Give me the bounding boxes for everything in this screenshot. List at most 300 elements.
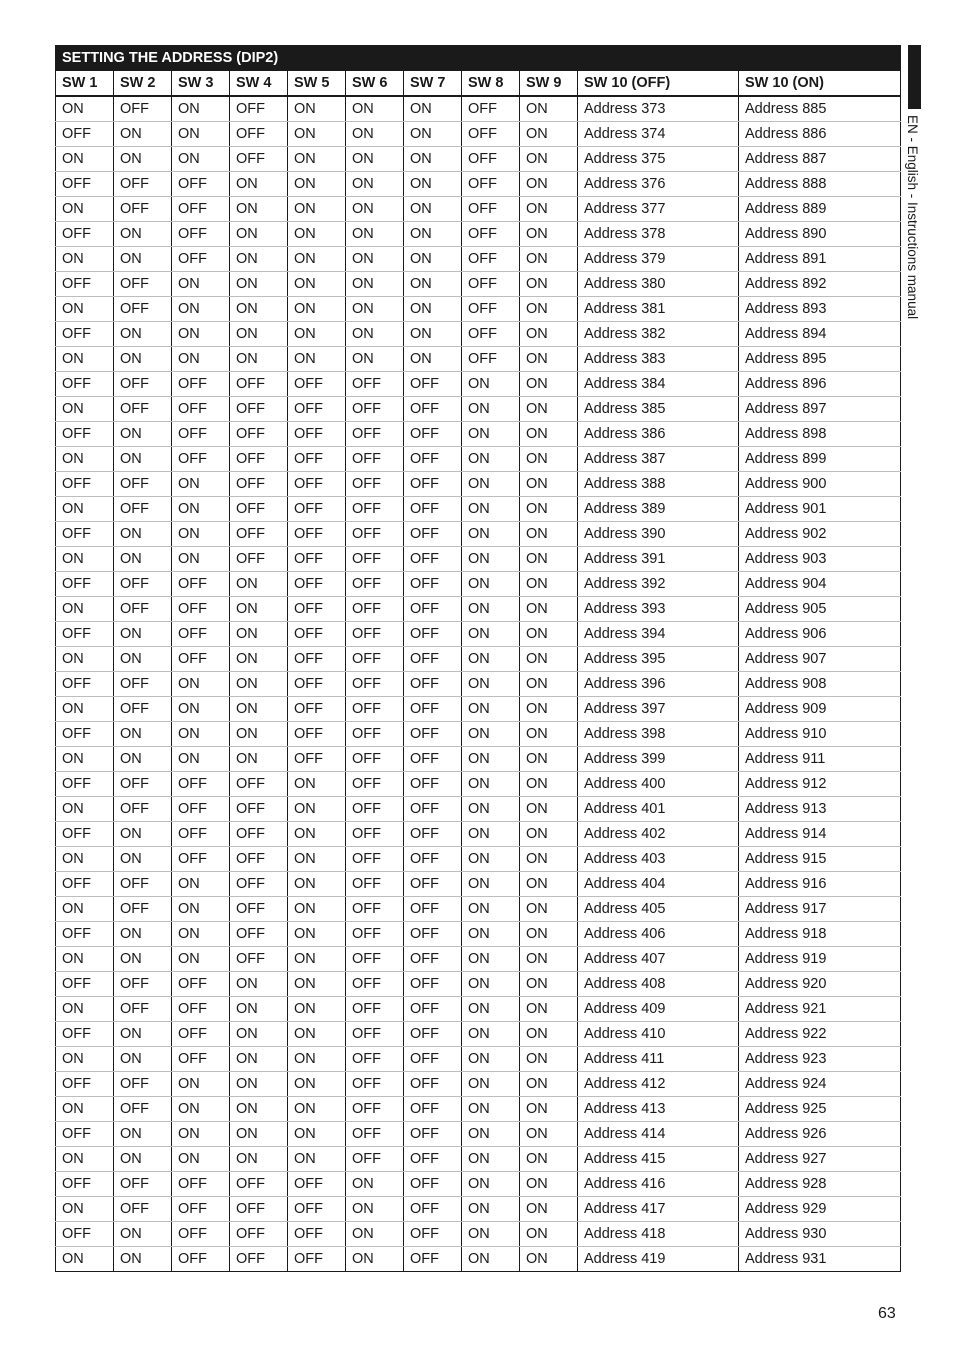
switch-state-cell: OFF (346, 1097, 404, 1122)
switch-state-cell: ON (404, 147, 462, 172)
switch-state-cell: ON (346, 1247, 404, 1272)
switch-state-cell: ON (114, 1247, 172, 1272)
address-cell: Address 381 (578, 297, 739, 322)
address-cell: Address 414 (578, 1122, 739, 1147)
table-row (56, 497, 901, 522)
switch-state-cell: ON (462, 772, 520, 797)
switch-state-cell: OFF (172, 247, 230, 272)
address-cell: Address 394 (578, 622, 739, 647)
switch-state-cell: OFF (172, 372, 230, 397)
switch-state-cell: ON (114, 1047, 172, 1072)
table-row (56, 96, 901, 122)
switch-state-cell: OFF (114, 397, 172, 422)
switch-state-cell: OFF (404, 947, 462, 972)
switch-state-cell: ON (346, 272, 404, 297)
switch-state-cell: OFF (230, 847, 288, 872)
switch-state-cell: ON (288, 122, 346, 147)
address-cell: Address 396 (578, 672, 739, 697)
switch-state-cell: OFF (288, 1247, 346, 1272)
table-row (56, 622, 901, 647)
switch-state-cell: OFF (56, 1022, 114, 1047)
table-row (56, 722, 901, 747)
address-cell: Address 902 (739, 522, 901, 547)
switch-state-cell: ON (462, 922, 520, 947)
switch-state-cell: ON (56, 1147, 114, 1172)
switch-state-cell: OFF (404, 972, 462, 997)
switch-state-cell: OFF (462, 172, 520, 197)
switch-state-cell: OFF (346, 572, 404, 597)
table-row (56, 847, 901, 872)
switch-state-cell: ON (462, 1022, 520, 1047)
switch-state-cell: OFF (56, 672, 114, 697)
switch-state-cell: ON (462, 497, 520, 522)
switch-state-cell: OFF (114, 597, 172, 622)
switch-state-cell: ON (520, 647, 578, 672)
switch-state-cell: ON (288, 322, 346, 347)
switch-state-cell: OFF (230, 1222, 288, 1247)
switch-state-cell: ON (56, 1047, 114, 1072)
address-cell: Address 904 (739, 572, 901, 597)
switch-state-cell: OFF (56, 872, 114, 897)
address-cell: Address 885 (739, 96, 901, 122)
column-header: SW 6 (346, 71, 404, 97)
switch-state-cell: ON (462, 1122, 520, 1147)
switch-state-cell: ON (520, 822, 578, 847)
switch-state-cell: OFF (462, 272, 520, 297)
switch-state-cell: ON (230, 272, 288, 297)
switch-state-cell: ON (114, 647, 172, 672)
switch-state-cell: ON (56, 897, 114, 922)
switch-state-cell: OFF (346, 947, 404, 972)
switch-state-cell: ON (462, 1197, 520, 1222)
address-cell: Address 912 (739, 772, 901, 797)
switch-state-cell: ON (520, 1147, 578, 1172)
switch-state-cell: ON (404, 197, 462, 222)
switch-state-cell: ON (520, 1247, 578, 1272)
switch-state-cell: OFF (346, 397, 404, 422)
switch-state-cell: OFF (404, 1097, 462, 1122)
switch-state-cell: OFF (404, 1072, 462, 1097)
switch-state-cell: ON (230, 172, 288, 197)
switch-state-cell: OFF (56, 522, 114, 547)
switch-state-cell: OFF (56, 372, 114, 397)
switch-state-cell: ON (172, 872, 230, 897)
switch-state-cell: ON (520, 1072, 578, 1097)
table-row (56, 422, 901, 447)
switch-state-cell: ON (56, 247, 114, 272)
switch-state-cell: ON (288, 972, 346, 997)
switch-state-cell: OFF (404, 847, 462, 872)
switch-state-cell: OFF (56, 1222, 114, 1247)
address-cell: Address 416 (578, 1172, 739, 1197)
switch-state-cell: OFF (346, 422, 404, 447)
switch-state-cell: ON (288, 922, 346, 947)
switch-state-cell: OFF (230, 547, 288, 572)
table-row (56, 472, 901, 497)
switch-state-cell: ON (288, 772, 346, 797)
switch-state-cell: ON (56, 997, 114, 1022)
address-cell: Address 919 (739, 947, 901, 972)
switch-state-cell: ON (404, 322, 462, 347)
switch-state-cell: OFF (288, 597, 346, 622)
switch-state-cell: ON (346, 1197, 404, 1222)
table-row (56, 647, 901, 672)
table-row (56, 697, 901, 722)
switch-state-cell: OFF (346, 597, 404, 622)
switch-state-cell: OFF (172, 1172, 230, 1197)
switch-state-cell: OFF (230, 147, 288, 172)
address-cell: Address 373 (578, 96, 739, 122)
table-row (56, 672, 901, 697)
switch-state-cell: ON (172, 1097, 230, 1122)
switch-state-cell: ON (520, 397, 578, 422)
switch-state-cell: ON (288, 822, 346, 847)
table-row (56, 747, 901, 772)
address-cell: Address 409 (578, 997, 739, 1022)
switch-state-cell: OFF (288, 497, 346, 522)
address-cell: Address 380 (578, 272, 739, 297)
switch-state-cell: OFF (404, 447, 462, 472)
switch-state-cell: OFF (288, 472, 346, 497)
switch-state-cell: OFF (230, 397, 288, 422)
switch-state-cell: ON (462, 597, 520, 622)
switch-state-cell: ON (56, 947, 114, 972)
switch-state-cell: ON (520, 497, 578, 522)
switch-state-cell: ON (56, 1247, 114, 1272)
column-header: SW 10 (OFF) (578, 71, 739, 97)
address-cell: Address 920 (739, 972, 901, 997)
switch-state-cell: ON (288, 897, 346, 922)
switch-state-cell: OFF (114, 197, 172, 222)
switch-state-cell: OFF (462, 347, 520, 372)
switch-state-cell: OFF (288, 522, 346, 547)
switch-state-cell: OFF (230, 822, 288, 847)
switch-state-cell: OFF (114, 997, 172, 1022)
switch-state-cell: OFF (404, 747, 462, 772)
switch-state-cell: ON (114, 522, 172, 547)
switch-state-cell: ON (172, 147, 230, 172)
table-row (56, 247, 901, 272)
switch-state-cell: ON (520, 772, 578, 797)
switch-state-cell: ON (462, 547, 520, 572)
address-cell: Address 918 (739, 922, 901, 947)
switch-state-cell: OFF (230, 122, 288, 147)
address-cell: Address 389 (578, 497, 739, 522)
switch-state-cell: ON (172, 947, 230, 972)
switch-state-cell: OFF (172, 1197, 230, 1222)
switch-state-cell: OFF (346, 447, 404, 472)
switch-state-cell: OFF (346, 897, 404, 922)
address-cell: Address 376 (578, 172, 739, 197)
switch-state-cell: OFF (172, 847, 230, 872)
switch-state-cell: ON (462, 1072, 520, 1097)
switch-state-cell: OFF (288, 447, 346, 472)
address-cell: Address 931 (739, 1247, 901, 1272)
address-cell: Address 399 (578, 747, 739, 772)
address-cell: Address 378 (578, 222, 739, 247)
switch-state-cell: ON (462, 697, 520, 722)
switch-state-cell: ON (346, 247, 404, 272)
switch-state-cell: ON (114, 1122, 172, 1147)
table-row (56, 872, 901, 897)
switch-state-cell: OFF (404, 1122, 462, 1147)
switch-state-cell: ON (230, 1022, 288, 1047)
switch-state-cell: OFF (230, 772, 288, 797)
switch-state-cell: OFF (346, 847, 404, 872)
switch-state-cell: OFF (404, 1172, 462, 1197)
table-row (56, 1247, 901, 1272)
switch-state-cell: OFF (230, 897, 288, 922)
table-row (56, 797, 901, 822)
switch-state-cell: OFF (288, 672, 346, 697)
switch-state-cell: ON (520, 322, 578, 347)
switch-state-cell: ON (462, 1097, 520, 1122)
switch-state-cell: ON (114, 447, 172, 472)
column-header: SW 5 (288, 71, 346, 97)
switch-state-cell: ON (288, 997, 346, 1022)
switch-state-cell: OFF (114, 972, 172, 997)
switch-state-cell: ON (172, 322, 230, 347)
switch-state-cell: ON (56, 347, 114, 372)
switch-state-cell: OFF (56, 472, 114, 497)
switch-state-cell: ON (520, 622, 578, 647)
switch-state-cell: ON (288, 197, 346, 222)
switch-state-cell: ON (288, 1122, 346, 1147)
switch-state-cell: ON (520, 247, 578, 272)
switch-state-cell: ON (346, 322, 404, 347)
address-cell: Address 889 (739, 197, 901, 222)
switch-state-cell: ON (346, 147, 404, 172)
address-cell: Address 898 (739, 422, 901, 447)
column-header: SW 4 (230, 71, 288, 97)
switch-state-cell: ON (172, 1147, 230, 1172)
address-cell: Address 404 (578, 872, 739, 897)
address-cell: Address 887 (739, 147, 901, 172)
switch-state-cell: OFF (114, 672, 172, 697)
switch-state-cell: ON (520, 472, 578, 497)
address-cell: Address 928 (739, 1172, 901, 1197)
switch-state-cell: ON (114, 122, 172, 147)
switch-state-cell: ON (56, 297, 114, 322)
switch-state-cell: ON (346, 297, 404, 322)
switch-state-cell: OFF (230, 472, 288, 497)
address-cell: Address 379 (578, 247, 739, 272)
switch-state-cell: ON (462, 972, 520, 997)
switch-state-cell: OFF (404, 622, 462, 647)
switch-state-cell: OFF (404, 522, 462, 547)
table-row (56, 322, 901, 347)
switch-state-cell: OFF (346, 522, 404, 547)
switch-state-cell: OFF (346, 772, 404, 797)
switch-state-cell: OFF (404, 1247, 462, 1272)
switch-state-cell: OFF (288, 547, 346, 572)
address-cell: Address 408 (578, 972, 739, 997)
switch-state-cell: OFF (230, 497, 288, 522)
switch-state-cell: OFF (404, 422, 462, 447)
switch-state-cell: OFF (462, 122, 520, 147)
switch-state-cell: ON (520, 597, 578, 622)
switch-state-cell: ON (56, 697, 114, 722)
switch-state-cell: ON (346, 347, 404, 372)
switch-state-cell: ON (230, 1122, 288, 1147)
address-cell: Address 917 (739, 897, 901, 922)
column-header: SW 2 (114, 71, 172, 97)
switch-state-cell: ON (114, 147, 172, 172)
address-cell: Address 906 (739, 622, 901, 647)
switch-state-cell: OFF (230, 872, 288, 897)
switch-state-cell: ON (114, 322, 172, 347)
switch-state-cell: OFF (288, 422, 346, 447)
switch-state-cell: ON (172, 897, 230, 922)
switch-state-cell: OFF (172, 822, 230, 847)
switch-state-cell: ON (172, 747, 230, 772)
switch-state-cell: OFF (346, 1022, 404, 1047)
switch-state-cell: OFF (404, 1197, 462, 1222)
switch-state-cell: ON (114, 1022, 172, 1047)
switch-state-cell: OFF (404, 647, 462, 672)
switch-state-cell: OFF (172, 422, 230, 447)
switch-state-cell: ON (114, 947, 172, 972)
switch-state-cell: OFF (462, 147, 520, 172)
switch-state-cell: OFF (230, 1172, 288, 1197)
switch-state-cell: ON (230, 247, 288, 272)
address-cell: Address 929 (739, 1197, 901, 1222)
switch-state-cell: OFF (114, 697, 172, 722)
switch-state-cell: OFF (288, 572, 346, 597)
switch-state-cell: OFF (346, 722, 404, 747)
switch-state-cell: ON (172, 96, 230, 122)
switch-state-cell: ON (346, 122, 404, 147)
switch-state-cell: ON (462, 522, 520, 547)
switch-state-cell: OFF (56, 222, 114, 247)
switch-state-cell: ON (462, 997, 520, 1022)
address-cell: Address 410 (578, 1022, 739, 1047)
switch-state-cell: OFF (172, 972, 230, 997)
switch-state-cell: ON (462, 847, 520, 872)
switch-state-cell: ON (172, 347, 230, 372)
switch-state-cell: OFF (114, 96, 172, 122)
switch-state-cell: ON (288, 1097, 346, 1122)
switch-state-cell: ON (56, 647, 114, 672)
table-row (56, 822, 901, 847)
switch-state-cell: OFF (346, 822, 404, 847)
switch-state-cell: ON (520, 1122, 578, 1147)
switch-state-cell: ON (56, 847, 114, 872)
switch-state-cell: ON (230, 1097, 288, 1122)
address-cell: Address 914 (739, 822, 901, 847)
switch-state-cell: ON (56, 397, 114, 422)
switch-state-cell: OFF (114, 1072, 172, 1097)
switch-state-cell: OFF (114, 572, 172, 597)
address-cell: Address 922 (739, 1022, 901, 1047)
switch-state-cell: OFF (346, 672, 404, 697)
switch-state-cell: OFF (404, 497, 462, 522)
table-row (56, 172, 901, 197)
switch-state-cell: OFF (288, 697, 346, 722)
address-cell: Address 377 (578, 197, 739, 222)
switch-state-cell: OFF (404, 997, 462, 1022)
address-cell: Address 908 (739, 672, 901, 697)
switch-state-cell: OFF (462, 247, 520, 272)
switch-state-cell: ON (404, 272, 462, 297)
switch-state-cell: ON (288, 847, 346, 872)
switch-state-cell: ON (288, 147, 346, 172)
switch-state-cell: ON (172, 547, 230, 572)
switch-state-cell: ON (404, 122, 462, 147)
switch-state-cell: ON (520, 997, 578, 1022)
switch-state-cell: ON (288, 1047, 346, 1072)
switch-state-cell: OFF (172, 997, 230, 1022)
table-row (56, 372, 901, 397)
switch-state-cell: ON (230, 597, 288, 622)
table-row (56, 547, 901, 572)
switch-state-cell: ON (520, 747, 578, 772)
switch-state-cell: OFF (404, 697, 462, 722)
switch-state-cell: ON (404, 222, 462, 247)
switch-state-cell: ON (172, 497, 230, 522)
switch-state-cell: OFF (404, 872, 462, 897)
address-cell: Address 412 (578, 1072, 739, 1097)
switch-state-cell: OFF (404, 822, 462, 847)
table-body (56, 96, 901, 1272)
column-header: SW 1 (56, 71, 114, 97)
switch-state-cell: ON (114, 547, 172, 572)
switch-state-cell: OFF (172, 1022, 230, 1047)
address-cell: Address 386 (578, 422, 739, 447)
switch-state-cell: ON (56, 1097, 114, 1122)
switch-state-cell: ON (520, 197, 578, 222)
switch-state-cell: OFF (172, 447, 230, 472)
switch-state-cell: OFF (56, 922, 114, 947)
address-cell: Address 916 (739, 872, 901, 897)
switch-state-cell: OFF (114, 1172, 172, 1197)
switch-state-cell: ON (462, 647, 520, 672)
switch-state-cell: ON (520, 272, 578, 297)
switch-state-cell: OFF (404, 1222, 462, 1247)
address-cell: Address 909 (739, 697, 901, 722)
table-row (56, 1147, 901, 1172)
switch-state-cell: ON (288, 297, 346, 322)
switch-state-cell: ON (520, 96, 578, 122)
switch-state-cell: ON (230, 747, 288, 772)
switch-state-cell: ON (520, 147, 578, 172)
switch-state-cell: OFF (404, 397, 462, 422)
switch-state-cell: ON (230, 572, 288, 597)
switch-state-cell: ON (462, 572, 520, 597)
switch-state-cell: ON (520, 122, 578, 147)
switch-state-cell: ON (230, 672, 288, 697)
switch-state-cell: OFF (230, 1247, 288, 1272)
address-cell: Address 913 (739, 797, 901, 822)
switch-state-cell: OFF (288, 1172, 346, 1197)
switch-state-cell: ON (462, 947, 520, 972)
address-cell: Address 402 (578, 822, 739, 847)
switch-state-cell: OFF (404, 672, 462, 697)
switch-state-cell: ON (56, 1197, 114, 1222)
switch-state-cell: OFF (462, 297, 520, 322)
switch-state-cell: OFF (288, 1197, 346, 1222)
switch-state-cell: OFF (288, 647, 346, 672)
address-cell: Address 417 (578, 1197, 739, 1222)
switch-state-cell: ON (56, 147, 114, 172)
switch-state-cell: ON (230, 1072, 288, 1097)
switch-state-cell: ON (346, 96, 404, 122)
switch-state-cell: OFF (172, 597, 230, 622)
address-cell: Address 893 (739, 297, 901, 322)
table-row (56, 1047, 901, 1072)
switch-state-cell: OFF (230, 947, 288, 972)
switch-state-cell: OFF (230, 96, 288, 122)
